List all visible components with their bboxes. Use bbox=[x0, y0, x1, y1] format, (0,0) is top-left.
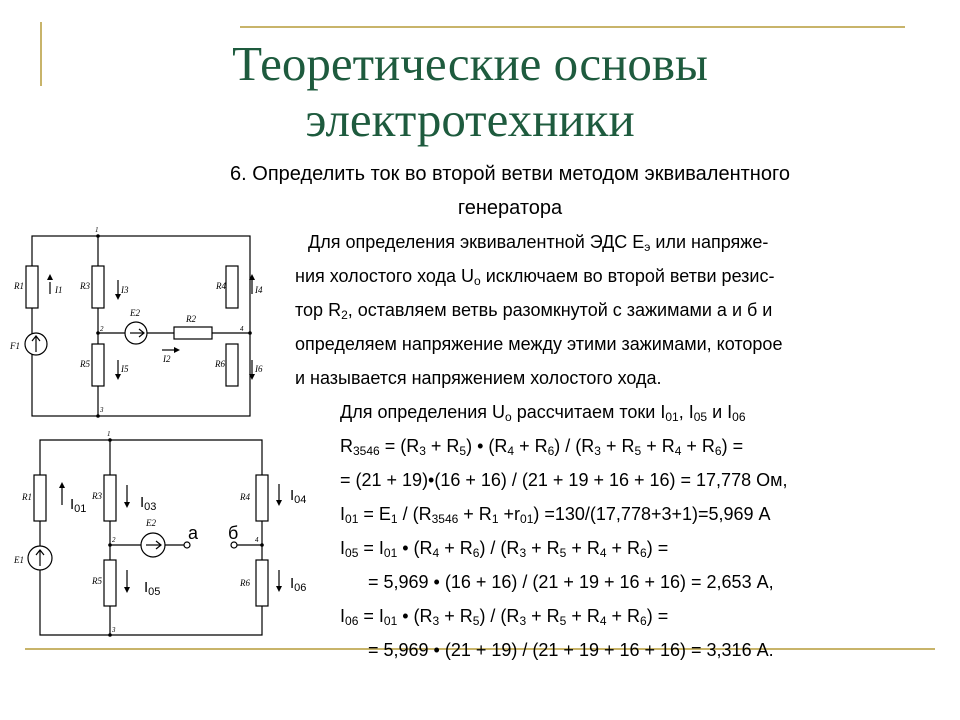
text-run: ния холостого хода U bbox=[295, 266, 475, 286]
text-run: • (R bbox=[397, 538, 433, 558]
text-run: I bbox=[340, 606, 346, 626]
current-I03: $I_{03}$ bbox=[140, 494, 157, 513]
text-run: +r bbox=[498, 504, 521, 524]
subscript: о bbox=[505, 410, 512, 424]
text-run: + R bbox=[526, 606, 560, 626]
node-2: 2 bbox=[112, 536, 116, 544]
task-line-2: генератора bbox=[457, 197, 563, 219]
terminal-a: а bbox=[188, 523, 199, 543]
subscript: 6 bbox=[714, 444, 722, 458]
label-I2: I2 bbox=[163, 354, 171, 364]
subscript: 6 bbox=[472, 546, 480, 560]
text-run: ) = bbox=[646, 538, 669, 558]
label-R5: R5 bbox=[92, 576, 102, 586]
text-run: R bbox=[340, 436, 353, 456]
label-R3: R3 bbox=[80, 281, 90, 291]
text-run: и I bbox=[707, 402, 733, 422]
subscript: 4 bbox=[599, 614, 607, 628]
subscript: 01 bbox=[383, 614, 398, 628]
task-line-1: 6. Определить ток во второй ветви методом эквивалентного bbox=[230, 163, 790, 185]
label-F1: F1 bbox=[10, 341, 20, 351]
text-run: / (R bbox=[397, 504, 432, 524]
text-run: или напряже- bbox=[650, 232, 769, 252]
subscript: 5 bbox=[559, 614, 567, 628]
text-run: + R bbox=[600, 436, 635, 456]
subscript: 5 bbox=[634, 444, 642, 458]
text-run: I bbox=[340, 538, 346, 558]
subscript: 01 bbox=[520, 512, 534, 526]
subscript: 3546 bbox=[353, 444, 380, 458]
subscript: 4 bbox=[507, 444, 515, 458]
subscript: о bbox=[474, 274, 481, 288]
subscript: 3 bbox=[419, 444, 426, 458]
label-I4: I4 bbox=[255, 285, 263, 295]
node-1: 1 bbox=[107, 430, 111, 438]
subscript: 4 bbox=[599, 546, 607, 560]
subscript: 3 bbox=[594, 444, 601, 458]
text-run: Для определения U bbox=[340, 402, 505, 422]
label-R3: R3 bbox=[92, 491, 102, 501]
subscript: 06 bbox=[732, 410, 746, 424]
title-line-1: Теоретические основы bbox=[232, 36, 708, 91]
text-run: = 5,969 • (16 + 16) / (21 + 19 + 16 + 16) = 2,653 А, bbox=[368, 572, 774, 592]
text-run: ) =130/(17,778+3+1)=5,969 А bbox=[533, 504, 771, 524]
title-line-2: электротехники bbox=[305, 92, 635, 147]
subscript: 01 bbox=[345, 512, 359, 526]
text-run: + R bbox=[425, 436, 460, 456]
subscript: 3 bbox=[432, 614, 440, 628]
text-run: + R bbox=[606, 606, 641, 626]
subscript: 01 bbox=[665, 410, 679, 424]
label-E2: E2 bbox=[146, 518, 156, 528]
subscript: 05 bbox=[345, 546, 359, 560]
subscript: 5 bbox=[559, 546, 567, 560]
text-run: рассчитаем токи I bbox=[511, 402, 666, 422]
text-run: + R bbox=[514, 436, 548, 456]
text-run: + R bbox=[526, 538, 560, 558]
label-R6: R6 bbox=[215, 359, 225, 369]
text-run: = E bbox=[358, 504, 391, 524]
label-E1: E1 bbox=[14, 555, 24, 565]
label-E2: E2 bbox=[130, 308, 140, 318]
subscript: 6 bbox=[640, 546, 647, 560]
subscript: 3 bbox=[519, 614, 527, 628]
label-R1: R1 bbox=[22, 492, 32, 502]
text-run: + R bbox=[641, 436, 675, 456]
current-I06: $I_{06}$ bbox=[290, 575, 307, 594]
current-I01: $I_{01}$ bbox=[70, 496, 87, 515]
text-run: = (21 + 19)•(16 + 16) / (21 + 19 + 16 + 16) = 17,778 Ом, bbox=[340, 470, 788, 490]
current-I05: $I_{05}$ bbox=[144, 579, 161, 598]
text-run: , I bbox=[678, 402, 694, 422]
text-run: ) / (R bbox=[479, 538, 520, 558]
text-run: + R bbox=[439, 538, 473, 558]
subscript: 5 bbox=[459, 444, 467, 458]
label-R4: R4 bbox=[216, 281, 226, 291]
text-run: и называется напряжением холостого хода. bbox=[295, 368, 662, 388]
text-run: ) = bbox=[646, 606, 669, 626]
text-run: = 5,969 • (21 + 19) / (21 + 19 + 16 + 16) = 3,316 А. bbox=[368, 640, 774, 660]
text-run: определяем напряжение между этими зажимами, которое bbox=[295, 334, 783, 354]
subscript: 2 bbox=[341, 308, 348, 322]
label-R5: R5 bbox=[80, 359, 90, 369]
label-I5: I5 bbox=[121, 364, 129, 374]
text-run: + R bbox=[606, 538, 641, 558]
text-run: Для определения эквивалентной ЭДС Е bbox=[308, 232, 645, 252]
text-run: = I bbox=[358, 606, 384, 626]
node-3: 3 bbox=[100, 406, 104, 414]
label-R6: R6 bbox=[240, 578, 250, 588]
text-run: тор R bbox=[295, 300, 342, 320]
current-I04: $I_{04}$ bbox=[290, 487, 307, 506]
label-I3: I3 bbox=[121, 285, 129, 295]
text-run: + R bbox=[566, 606, 600, 626]
node-4: 4 bbox=[240, 325, 244, 333]
label-R2: R2 bbox=[186, 314, 196, 324]
label-I6: I6 bbox=[255, 364, 263, 374]
node-3: 3 bbox=[112, 626, 116, 634]
text-run: I bbox=[340, 504, 346, 524]
subscript: 3 bbox=[519, 546, 527, 560]
text-run: ) / (R bbox=[554, 436, 595, 456]
subscript: 1 bbox=[491, 512, 499, 526]
subscript: 1 bbox=[390, 512, 398, 526]
text-run: + R bbox=[681, 436, 715, 456]
terminal-b: б bbox=[228, 523, 239, 543]
subscript: 4 bbox=[432, 546, 440, 560]
label-R1: R1 bbox=[14, 281, 24, 291]
subscript: 05 bbox=[693, 410, 708, 424]
subscript: 6 bbox=[547, 444, 555, 458]
text-run: = (R bbox=[379, 436, 420, 456]
text-run: + R bbox=[566, 538, 600, 558]
subscript: 06 bbox=[345, 614, 359, 628]
text-run: исключаем во второй ветви резис- bbox=[480, 266, 775, 286]
subscript: э bbox=[644, 240, 651, 254]
text-run: ) • (R bbox=[466, 436, 508, 456]
subscript: 01 bbox=[383, 546, 398, 560]
text-run: • (R bbox=[397, 606, 433, 626]
text-run: + R bbox=[439, 606, 473, 626]
text-run: = I bbox=[358, 538, 384, 558]
node-4: 4 bbox=[255, 536, 259, 544]
subscript: 4 bbox=[674, 444, 682, 458]
subscript: 5 bbox=[472, 614, 480, 628]
node-2: 2 bbox=[100, 325, 104, 333]
subscript: 6 bbox=[640, 614, 647, 628]
node-1: 1 bbox=[95, 226, 99, 234]
label-I1: I1 bbox=[55, 285, 63, 295]
text-run: , оставляем ветвь разомкнутой с зажимами а и б и bbox=[347, 300, 773, 320]
label-R4: R4 bbox=[240, 492, 250, 502]
text-run: + R bbox=[458, 504, 492, 524]
text-run: ) = bbox=[721, 436, 744, 456]
text-run: ) / (R bbox=[479, 606, 520, 626]
subscript: 3546 bbox=[431, 512, 459, 526]
